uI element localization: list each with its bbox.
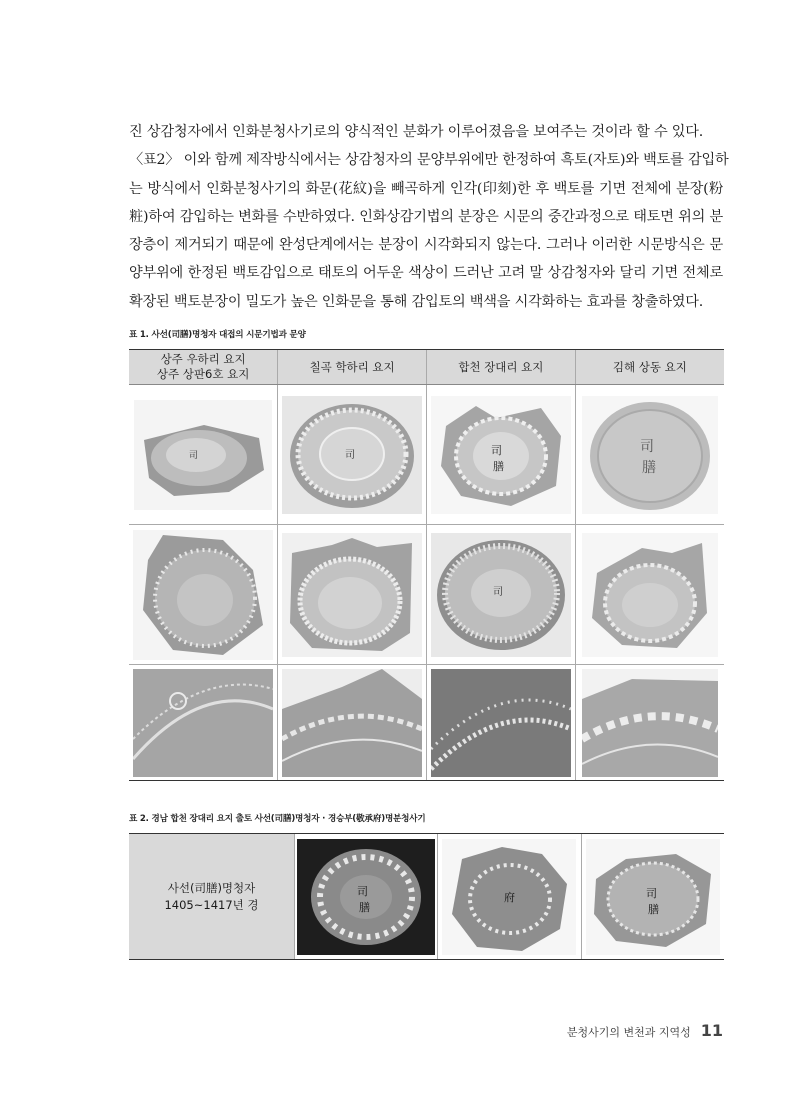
page-footer [567,1021,723,1040]
paragraph-line: 확장된 백토분장이 밀도가 높은 인화문을 통해 감입토의 백색을 시각화하는 효과를 창출하였다. [129,293,704,310]
page-number: 11 [700,1021,723,1040]
photo-cell [129,525,278,665]
table1 [129,349,724,781]
table2-label-title: 사선(司膳)명청자 [167,880,256,895]
photo-cell [278,525,427,665]
paragraph-line: 진 상감청자에서 인화분청사기로의 양식적인 분화가 이루어졌음을 보여주는 것이라 할 수 있다. [129,124,704,140]
svg-text:司: 司 [645,886,657,900]
svg-text:膳: 膳 [359,900,371,914]
paragraph-line: 양부위에 한정된 백토감입으로 태토의 어두운 색상이 드러난 고려 말 상감청자와 달리 기면 전체로 [129,265,723,282]
ceramic-shard-photo [282,533,422,657]
svg-text:司: 司 [345,449,356,461]
table1-row-whole [129,385,724,525]
header-gimhae [575,350,724,385]
photo-cell [129,385,278,525]
ceramic-shard-photo [133,530,273,660]
table2-label-date: 1405~1417년 경 [164,897,259,912]
svg-text:司: 司 [189,450,199,461]
photo-cell [278,665,427,781]
ceramic-bowl-photo [431,533,571,657]
photo-cell [581,834,724,959]
header-chilgok [278,350,427,385]
ceramic-shard-photo [442,839,576,955]
table1-row-detail [129,525,724,665]
paragraph-line: 粧)하여 감입하는 변화를 수반하였다. 인화상감기법의 분장은 시문의 중간과정으로 태토면 위의 분 [129,208,723,225]
ceramic-pattern-closeup [431,669,571,777]
ceramic-shard-photo [431,396,571,514]
footer-title: 분청사기의 변천과 지역성 [566,1026,691,1039]
photo-cell [278,385,427,525]
photo-cell [427,525,576,665]
ceramic-shard-photo [586,839,720,955]
table2-caption: 표 2. 경남 합천 장대리 요지 출토 사선(司膳)명청자 · 경승부(敬承府)명분청사기 [129,814,426,824]
svg-text:膳: 膳 [641,459,656,476]
table2-label [129,834,294,959]
photo-cell [427,665,576,781]
svg-text:司: 司 [490,443,502,457]
photo-cell [575,385,724,525]
paragraph-line: 〈표2〉 이와 함께 제작방식에서는 상감청자의 문양부위에만 한정하여 흑토(자토)와 백토를 감입하 [129,152,729,169]
ceramic-bowl-photo [297,839,435,955]
table1-header-row [129,350,724,385]
header-line: 합천 장대리 요지 [458,359,544,374]
ceramic-bowl-photo [282,396,422,514]
header-hapcheon [427,350,576,385]
ceramic-pattern-closeup [582,669,718,777]
svg-text:司: 司 [492,586,503,598]
paragraph-line: 는 방식에서 인화분청사기의 화문(花紋)을 빼곡하게 인각(印刻)한 후 백토를 기면 전체에 분장(粉 [129,180,723,197]
svg-text:司: 司 [357,884,369,898]
ceramic-pattern-closeup [133,669,273,777]
photo-cell [575,665,724,781]
svg-text:司: 司 [639,438,654,455]
svg-text:膳: 膳 [647,902,659,916]
header-sangju [129,350,278,385]
header-line: 김해 상동 요지 [612,359,687,374]
table1-row-closeup [129,665,724,781]
photo-cell [294,834,437,959]
header-line: 상주 상판6호 요지 [156,367,250,381]
photo-cell [575,525,724,665]
ceramic-pattern-closeup [282,669,422,777]
body-paragraph [129,118,729,316]
header-line: 칠곡 학하리 요지 [309,359,395,374]
table2 [129,833,724,960]
svg-text:膳: 膳 [492,459,504,473]
paragraph-line: 장층이 제거되기 때문에 완성단계에서는 분장이 시각화되지 않는다. 그러나 이러한 시문방식은 문 [129,237,723,254]
ceramic-shard-photo [134,400,272,510]
photo-cell [129,665,278,781]
photo-cell [427,385,576,525]
header-line: 상주 우하리 요지 [160,352,246,366]
table1-caption: 표 1. 사선(司膳)명청자 대접의 시문기법과 문양 [129,330,306,340]
ceramic-bowl-base-photo [582,396,718,514]
svg-text:府: 府 [504,890,516,904]
photo-cell [437,834,580,959]
ceramic-shard-photo [582,533,718,657]
